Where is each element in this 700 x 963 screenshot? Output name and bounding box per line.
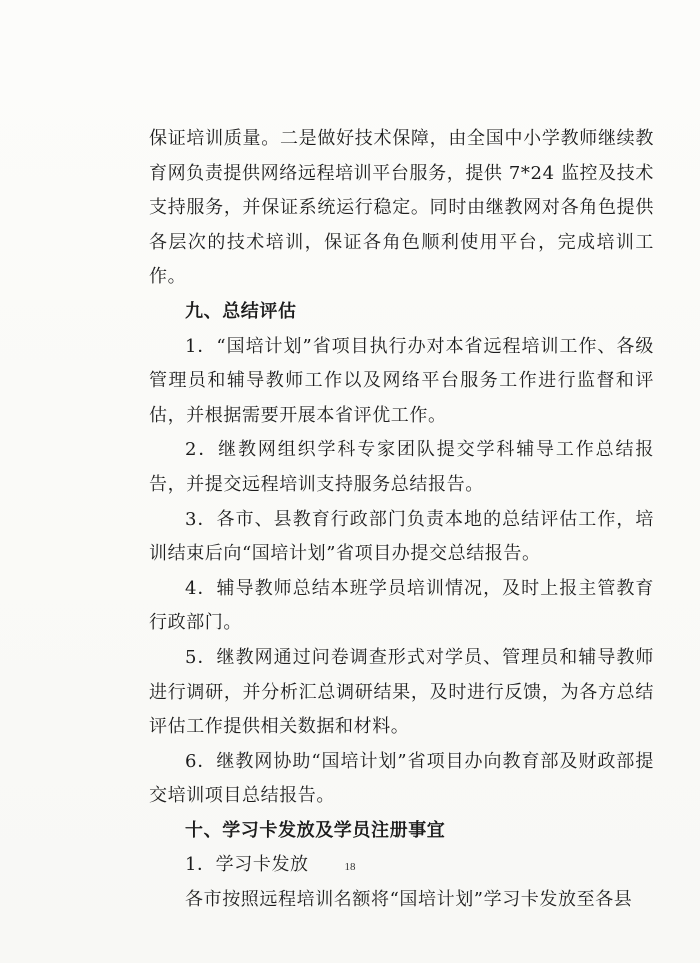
section-heading-summary-evaluation: 九、总结评估 xyxy=(185,300,297,322)
list-item-1: 1．“国培计划”省项目执行办对本省远程培训工作、各级管理员和辅导教师工作以及网络平台服务工作进行监督和评估，并根据需要开展本省评优工作。 xyxy=(149,335,654,426)
list-item-6: 6．继教网协助“国培计划”省项目办向教育部及财政部提交培训项目总结报告。 xyxy=(149,750,654,807)
list-item-2: 2．继教网组织学科专家团队提交学科辅导工作总结报告，并提交远程培训支持服务总结报告。 xyxy=(149,439,654,495)
list-item-4: 4．辅导教师总结本班学员培训情况，及时上报主管教育行政部门。 xyxy=(149,577,654,634)
section-heading-study-card: 十、学习卡发放及学员注册事宜 xyxy=(185,819,446,841)
paragraph-continuation: 保证培训质量。二是做好技术保障，由全国中小学教师继续教育网负责提供网络远程培训平台服务，提供 7*24 监控及技术支持服务，并保证系统运行稳定。同时由继教网对各角色提供各层次的技术培训，保证各角色顺利使用平台，完成培训工作。 xyxy=(149,128,654,288)
paragraph-card-distribution: 各市按照远程培训名额将“国培计划”学习卡发放至各县 xyxy=(185,889,633,911)
document-body xyxy=(149,122,654,918)
page-number: 18 xyxy=(344,861,356,873)
list-item-3: 3．各市、县教育行政部门负责本地的总结评估工作，培训结束后向“国培计划”省项目办提交总结报告。 xyxy=(149,508,654,565)
subheading-card-distribution: 1．学习卡发放 xyxy=(185,854,309,876)
list-item-5: 5．继教网通过问卷调查形式对学员、管理员和辅导教师进行调研，并分析汇总调研结果，及时进行反馈，为各方总结评估工作提供相关数据和材料。 xyxy=(149,646,654,738)
